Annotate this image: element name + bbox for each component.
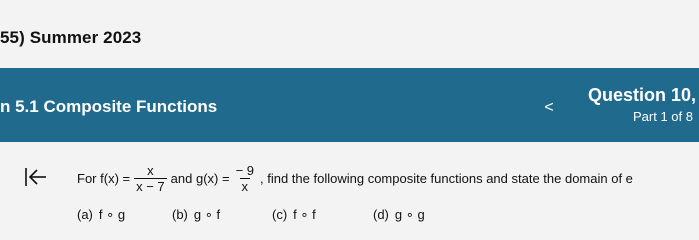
part-c[interactable] — [272, 207, 316, 223]
part-a-label: (a) — [77, 207, 93, 222]
and-text: and — [170, 170, 193, 186]
g-denominator: x — [241, 178, 249, 194]
f-label: f(x) = — [100, 170, 131, 186]
f-numerator: x — [147, 162, 154, 178]
part-indicator: Part 1 of 8 — [633, 109, 693, 124]
part-b-expression: g ∘ f — [193, 207, 221, 222]
question-number: Question 10, — [587, 85, 696, 105]
problem-statement — [77, 158, 633, 198]
previous-question-button[interactable] — [534, 99, 564, 117]
part-d-expression: g ∘ g — [394, 207, 425, 222]
g-fraction — [234, 163, 256, 194]
part-d-label: (d) — [373, 207, 389, 222]
part-a[interactable] — [77, 207, 125, 223]
part-c-expression: f ∘ f — [293, 207, 316, 222]
assignment-title: 55) Summer 2023 — [0, 28, 142, 47]
part-b-label: (b) — [172, 207, 188, 222]
problem-tail: , find the following composite functions and state the domain of e — [260, 170, 633, 186]
skip-to-start-icon — [22, 164, 48, 190]
part-b[interactable] — [172, 207, 220, 223]
section-title: n 5.1 Composite Functions — [0, 97, 218, 116]
problem-lead: For — [77, 170, 97, 186]
first-part-button[interactable] — [22, 164, 48, 190]
f-denominator: x − 7 — [136, 178, 165, 194]
part-d[interactable] — [373, 207, 425, 223]
g-label: g(x) = — [195, 170, 230, 186]
chevron-left-icon: < — [544, 99, 554, 116]
f-fraction — [134, 163, 167, 194]
part-c-label: (c) — [272, 207, 288, 222]
g-numerator: − 9 — [235, 162, 255, 178]
part-a-expression: f ∘ g — [98, 207, 126, 222]
